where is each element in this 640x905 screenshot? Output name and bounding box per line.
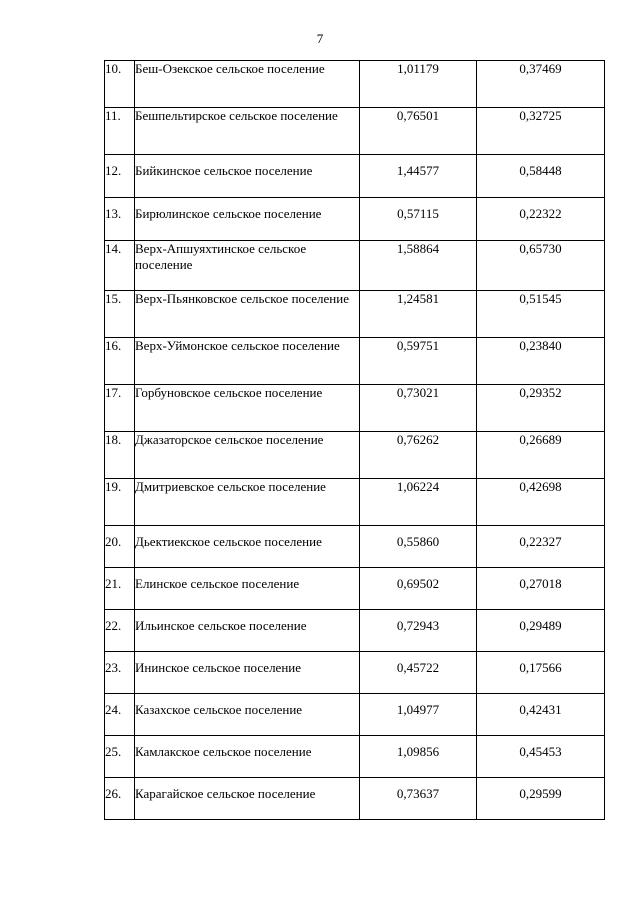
- settlement-name: Камлакское сельское поселение: [135, 736, 360, 778]
- row-number: 17.: [105, 385, 135, 432]
- table-row: [105, 385, 605, 432]
- value-1: 1,09856: [360, 736, 477, 778]
- value-1: 0,45722: [360, 652, 477, 694]
- value-1: 1,04977: [360, 694, 477, 736]
- value-2: 0,45453: [477, 736, 605, 778]
- settlement-name: Бешпельтирское сельское поселение: [135, 108, 360, 155]
- value-1: 1,06224: [360, 479, 477, 526]
- table-row: [105, 736, 605, 778]
- table-row: [105, 652, 605, 694]
- table-row: [105, 778, 605, 820]
- settlements-table: [104, 60, 605, 820]
- value-1: 1,24581: [360, 291, 477, 338]
- table-row: [105, 241, 605, 291]
- page-number: 7: [316, 31, 324, 46]
- value-2: 0,32725: [477, 108, 605, 155]
- settlement-name: Горбуновское сельское поселение: [135, 385, 360, 432]
- settlement-name: Казахское сельское поселение: [135, 694, 360, 736]
- row-number: 19.: [105, 479, 135, 526]
- value-1: 0,72943: [360, 610, 477, 652]
- row-number: 21.: [105, 568, 135, 610]
- table-row: [105, 610, 605, 652]
- value-1: 1,44577: [360, 155, 477, 198]
- value-1: 0,73637: [360, 778, 477, 820]
- value-2: 0,22322: [477, 198, 605, 241]
- row-number: 25.: [105, 736, 135, 778]
- value-2: 0,27018: [477, 568, 605, 610]
- value-1: 0,76262: [360, 432, 477, 479]
- value-2: 0,17566: [477, 652, 605, 694]
- table-row: [105, 155, 605, 198]
- value-1: 0,76501: [360, 108, 477, 155]
- value-2: 0,29599: [477, 778, 605, 820]
- row-number: 12.: [105, 155, 135, 198]
- value-2: 0,37469: [477, 61, 605, 108]
- row-number: 20.: [105, 526, 135, 568]
- value-2: 0,22327: [477, 526, 605, 568]
- settlement-name: Дьектиекское сельское поселение: [135, 526, 360, 568]
- settlement-name: Верх-Уймонское сельское поселение: [135, 338, 360, 385]
- value-1: 0,73021: [360, 385, 477, 432]
- table-row: [105, 694, 605, 736]
- table-row: [105, 479, 605, 526]
- table-row: [105, 108, 605, 155]
- settlement-name: Карагайское сельское поселение: [135, 778, 360, 820]
- value-2: 0,29352: [477, 385, 605, 432]
- value-1: 0,59751: [360, 338, 477, 385]
- value-2: 0,58448: [477, 155, 605, 198]
- value-1: 0,55860: [360, 526, 477, 568]
- table-row: [105, 291, 605, 338]
- row-number: 14.: [105, 241, 135, 291]
- value-2: 0,29489: [477, 610, 605, 652]
- value-1: 1,01179: [360, 61, 477, 108]
- settlement-name: Верх-Пьянковское сельское поселение: [135, 291, 360, 338]
- value-1: 1,58864: [360, 241, 477, 291]
- row-number: 13.: [105, 198, 135, 241]
- row-number: 15.: [105, 291, 135, 338]
- settlement-name: Верх-Апшуяхтинское сельское поселение: [135, 241, 360, 291]
- settlement-name: Бийкинское сельское поселение: [135, 155, 360, 198]
- value-2: 0,26689: [477, 432, 605, 479]
- settlement-name: Джазаторское сельское поселение: [135, 432, 360, 479]
- value-2: 0,51545: [477, 291, 605, 338]
- value-2: 0,23840: [477, 338, 605, 385]
- settlement-name: Елинское сельское поселение: [135, 568, 360, 610]
- row-number: 18.: [105, 432, 135, 479]
- row-number: 16.: [105, 338, 135, 385]
- settlement-name: Ильинское сельское поселение: [135, 610, 360, 652]
- value-2: 0,65730: [477, 241, 605, 291]
- settlement-name: Дмитриевское сельское поселение: [135, 479, 360, 526]
- value-2: 0,42698: [477, 479, 605, 526]
- settlement-name: Беш-Озекское сельское поселение: [135, 61, 360, 108]
- value-1: 0,57115: [360, 198, 477, 241]
- row-number: 10.: [105, 61, 135, 108]
- settlement-name: Ининское сельское поселение: [135, 652, 360, 694]
- table-row: [105, 568, 605, 610]
- settlement-name: Бирюлинское сельское поселение: [135, 198, 360, 241]
- table-row: [105, 61, 605, 108]
- value-1: 0,69502: [360, 568, 477, 610]
- table-row: [105, 338, 605, 385]
- table-row: [105, 526, 605, 568]
- value-2: 0,42431: [477, 694, 605, 736]
- table-row: [105, 432, 605, 479]
- table-row: [105, 198, 605, 241]
- row-number: 23.: [105, 652, 135, 694]
- row-number: 24.: [105, 694, 135, 736]
- table-body: [105, 61, 605, 820]
- row-number: 11.: [105, 108, 135, 155]
- row-number: 26.: [105, 778, 135, 820]
- row-number: 22.: [105, 610, 135, 652]
